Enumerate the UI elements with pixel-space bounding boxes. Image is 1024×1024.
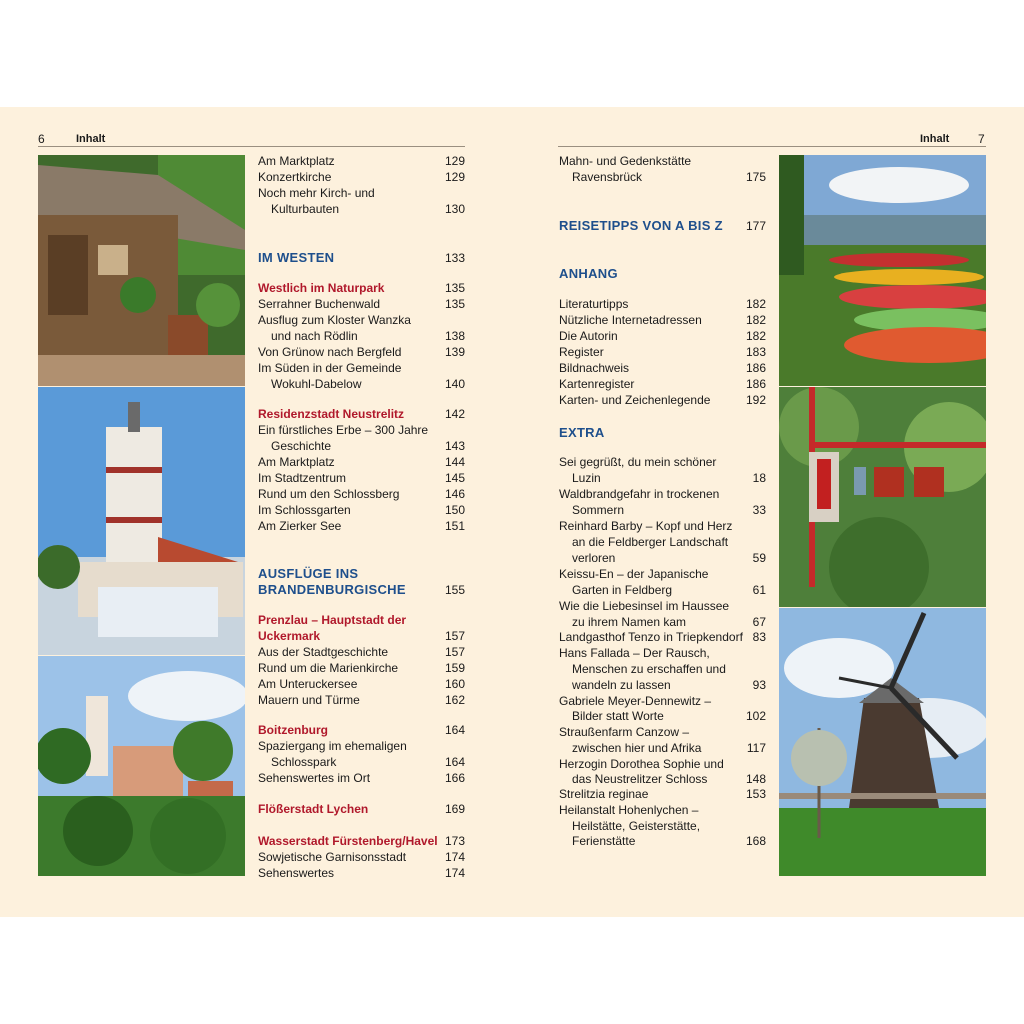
toc-entry-title: Serrahner Buchenwald [258,297,381,311]
toc-entry-title: Im Süden in der Gemeinde [258,361,402,375]
toc-entry-title: Flößerstadt Lychen [258,802,369,816]
toc-entry-title: Rund um den Schlossberg [258,487,400,501]
toc-entry-title: Sommern [572,503,625,517]
toc-entry-title: Gabriele Meyer-Dennewitz – [559,694,712,708]
toc-entry-title: Im Stadtzentrum [258,471,347,485]
toc-entry-page: 130 [444,202,465,216]
toc-entry-page: 145 [444,471,465,485]
toc-entry-page: 159 [444,661,465,675]
toc-entry-page: 146 [444,487,465,501]
toc-entry-title: Sowjetische Garnisonsstadt [258,850,407,864]
toc-entry-title: Am Marktplatz [258,154,335,168]
toc-entry-page: 186 [745,361,766,375]
toc-entry-title: Die Autorin [559,329,618,343]
left-page-number: 6 [38,132,45,146]
toc-entry-title: Bilder statt Worte [572,709,664,723]
toc-entry-title: Heilstätte, Geisterstätte, [572,819,701,833]
toc-entry-title: Luzin [572,471,601,485]
toc-entry-title: BRANDENBURGISCHE [258,582,406,597]
toc-entry-title: Waldbrandgefahr in trockenen [559,487,720,501]
windmill-photo [779,608,986,876]
toc-entry-title: Residenzstadt Neustrelitz [258,407,405,421]
toc-entry-page: 139 [444,345,465,359]
toc-entry-title: Am Marktplatz [258,455,335,469]
toc-entry-title: Hans Fallada – Der Rausch, [559,646,710,660]
toc-entry-page: 169 [444,802,465,816]
toc-entry-title: Am Unteruckersee [258,677,358,691]
toc-entry-page: 117 [746,741,766,755]
toc-entry-title: und nach Rödlin [271,329,358,343]
toc-entry-page: 148 [745,772,766,786]
toc-entry-title: Mahn- und Gedenkstätte [559,154,692,168]
toc-entry-page: 61 [752,583,766,597]
left-running-header: Inhalt [76,133,106,145]
toc-entry-title: Strelitzia reginae [559,787,649,801]
toc-entry-page: 143 [444,439,465,453]
fire-equipment-rack-photo [779,387,986,607]
toc-entry-page: 67 [752,615,766,629]
toc-entry-page: 102 [745,709,766,723]
toc-entry-page: 140 [444,377,465,391]
toc-entry-page: 182 [745,313,766,327]
toc-entry-page: 83 [752,630,766,644]
toc-entry-title: Straußenfarm Canzow – [559,725,690,739]
toc-entry-title: Garten in Feldberg [572,583,673,597]
toc-entry-title: Geschichte [271,439,332,453]
toc-entry-page: 138 [444,329,465,343]
toc-entry-title: Mauern und Türme [258,693,360,707]
toc-entry-title: das Neustrelitzer Schloss [572,772,708,786]
right-running-header: Inhalt [920,133,950,145]
toc-entry-title: wandeln zu lassen [572,678,671,692]
wooden-garden-shed-photo [38,155,245,386]
toc-entry-title: Reinhard Barby – Kopf und Herz [559,519,733,533]
toc-entry-page: 162 [444,693,465,707]
toc-entry-page: 93 [752,678,766,692]
toc-entry-page: 18 [752,471,766,485]
toc-entry-page: 192 [745,393,766,407]
toc-column-right [559,0,766,1024]
village-church-trees-photo [38,656,245,876]
toc-entry-title: Prenzlau – Hauptstadt der [258,613,407,627]
toc-entry-title: Heilanstalt Hohenlychen – [559,803,699,817]
toc-entry-page: 182 [745,297,766,311]
toc-entry-title: Uckermark [258,629,321,643]
toc-entry-title: Schlosspark [271,755,337,769]
toc-entry-title: Sehenswertes [258,866,335,880]
toc-entry-title: Noch mehr Kirch- und [258,186,375,200]
toc-entry-page: 166 [444,771,465,785]
toc-entry-page: 164 [444,723,465,737]
toc-entry-title: Wokuhl-Dabelow [271,377,362,391]
toc-entry-page: 183 [745,345,766,359]
toc-entry-title: Wasserstadt Fürstenberg/Havel [258,834,438,848]
toc-entry-title: Kulturbauten [271,202,340,216]
toc-entry-title: Sehenswertes im Ort [258,771,371,785]
toc-column-left [258,0,465,1024]
toc-entry-page: 173 [444,834,465,848]
toc-entry-title: Menschen zu erschaffen und [572,662,726,676]
toc-entry-page: 135 [444,297,465,311]
toc-entry-page: 151 [444,519,465,533]
toc-entry-page: 182 [745,329,766,343]
colorful-canoes-lake-photo [779,155,986,386]
toc-entry-title: Ein fürstliches Erbe – 300 Jahre [258,423,429,437]
toc-entry-page: 129 [444,170,465,184]
toc-entry-title: an die Feldberger Landschaft [572,535,729,549]
toc-entry-page: 177 [745,219,766,233]
toc-entry-title: Konzertkirche [258,170,332,184]
toc-entry-title: Herzogin Dorothea Sophie und [559,757,724,771]
toc-entry-title: Ravensbrück [572,170,643,184]
toc-entry-page: 157 [444,629,465,643]
toc-entry-page: 133 [444,251,465,265]
toc-entry-title: Landgasthof Tenzo in Triepkendorf [559,630,743,644]
toc-entry-title: Literaturtipps [559,297,629,311]
toc-entry-page: 129 [444,154,465,168]
toc-entry-page: 174 [444,850,465,864]
toc-entry-page: 135 [444,281,465,295]
toc-entry-page: 168 [745,834,766,848]
toc-entry-title: Boitzenburg [258,723,328,737]
toc-entry-title: Im Schlossgarten [258,503,351,517]
toc-entry-title: ANHANG [559,266,618,281]
toc-entry-page: 174 [444,866,465,880]
toc-entry-title: EXTRA [559,425,605,440]
toc-entry-title: Register [559,345,604,359]
toc-entry-title: Aus der Stadtgeschichte [258,645,389,659]
toc-entry-title: Von Grünow nach Bergfeld [258,345,402,359]
toc-entry-page: 164 [444,755,465,769]
toc-entry-title: Kartenregister [559,377,635,391]
baroque-church-tower-fountain-photo [38,387,245,655]
toc-entry-page: 186 [745,377,766,391]
toc-entry-title: Rund um die Marienkirche [258,661,399,675]
toc-entry-title: Sei gegrüßt, du mein schöner [559,455,717,469]
toc-entry-page: 144 [444,455,465,469]
toc-entry-title: Karten- und Zeichenlegende [559,393,711,407]
toc-entry-title: Bildnachweis [559,361,630,375]
toc-entry-title: Nützliche Internetadressen [559,313,702,327]
toc-entry-title: REISETIPPS VON A BIS Z [559,218,723,233]
toc-entry-page: 175 [745,170,766,184]
toc-entry-page: 157 [444,645,465,659]
toc-entry-page: 160 [444,677,465,691]
toc-entry-title: AUSFLÜGE INS [258,566,359,581]
toc-entry-title: Ferienstätte [572,834,636,848]
toc-entry-page: 59 [752,551,766,565]
toc-entry-title: Westlich im Naturpark [258,281,385,295]
toc-entry-page: 142 [444,407,465,421]
toc-entry-title: Ausflug zum Kloster Wanzka [258,313,411,327]
toc-entry-page: 153 [745,787,766,801]
toc-entry-title: zwischen hier und Afrika [572,741,702,755]
toc-entry-title: Keissu-En – der Japanische [559,567,709,581]
toc-entry-title: zu ihrem Namen kam [572,615,687,629]
toc-entry-title: Spaziergang im ehemaligen [258,739,407,753]
toc-entry-page: 155 [444,583,465,597]
right-page-number: 7 [978,132,985,146]
toc-entry-title: Wie die Liebesinsel im Haussee [559,599,730,613]
toc-entry-title: IM WESTEN [258,250,335,265]
toc-entry-title: verloren [572,551,616,565]
toc-entry-title: Am Zierker See [258,519,342,533]
toc-entry-page: 33 [752,503,766,517]
toc-entry-page: 150 [444,503,465,517]
